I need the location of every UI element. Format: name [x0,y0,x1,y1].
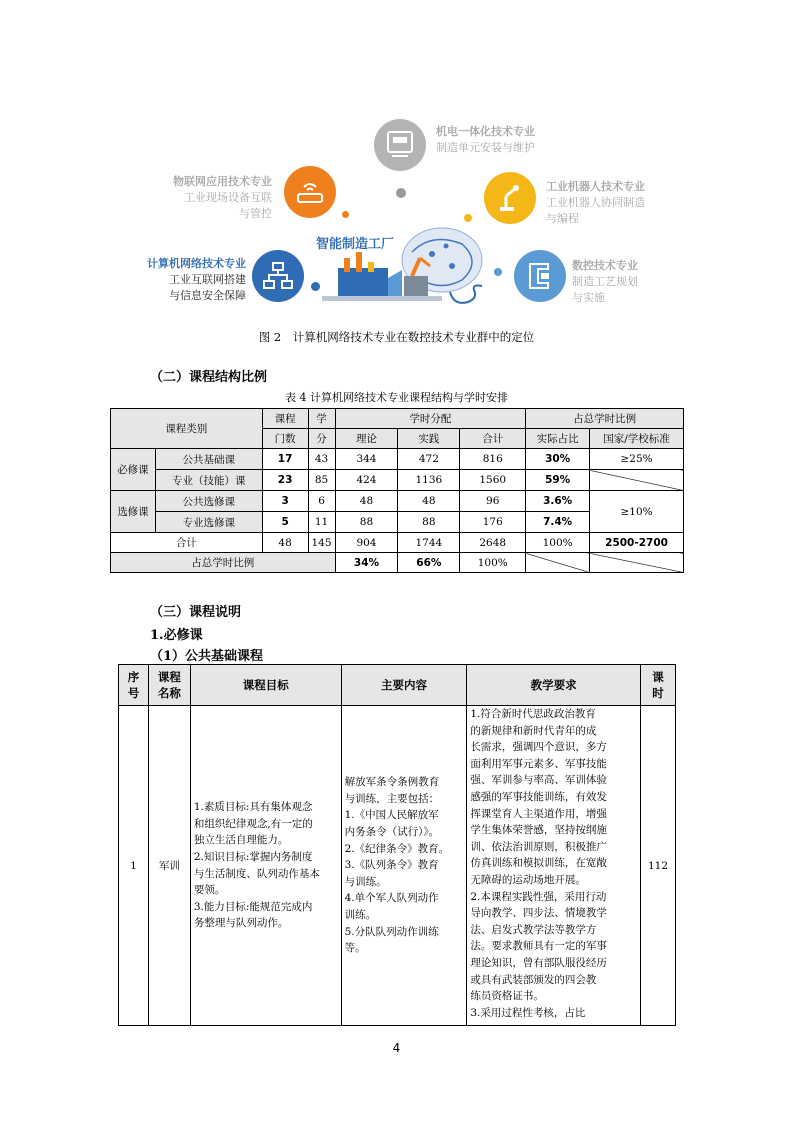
cnc-circle [514,250,566,302]
row-practice: 88 [398,512,460,533]
row-credit: 85 [308,470,335,491]
goal-line: 3.能力目标:能规范完成内 [193,900,313,913]
header-hours: 学时分配 [335,409,526,429]
row-theory: 88 [335,512,398,533]
public-courses-table [118,664,676,1026]
connector-dot [464,214,472,222]
content-line: 4.单个军人队列动作 [344,892,439,905]
subsection-heading: （1）公共基础课程 [150,649,264,664]
row-total: 1560 [460,470,526,491]
iot-title: 物联网应用技术专业 [173,175,272,188]
req-line: 2.本课程实践性强，采用行动 [470,890,607,903]
goal-line: 1.素质目标:具有集体观念 [193,801,313,814]
row-credit: 43 [308,449,335,470]
header-hours: 课 时 [641,665,676,706]
header-category: 课程类别 [111,409,263,449]
table-row [111,449,684,470]
goal-line: 独立生活自理能力。 [193,834,289,847]
header-requirements: 教学要求 [467,665,641,706]
mechatronics-title: 机电一体化技术专业 [436,125,535,138]
ratio-total: 100% [460,553,526,573]
content-line: 与训练，主要包括： [344,792,440,805]
header-theory: 理论 [335,429,398,449]
ratio-theory: 34% [335,553,398,573]
row-total: 96 [460,491,526,512]
std-elective: ≥10% [590,491,684,533]
header-practice: 实践 [398,429,460,449]
sum-count: 48 [262,533,308,553]
cnc-desc-line1: 制造工艺规划 [572,275,638,288]
robot-desc-line1: 工业机器人协同制造 [546,196,645,209]
header-goal: 课程目标 [190,665,341,706]
req-line: 仿真训练和模拟训练，在宽敞 [470,857,607,870]
header-ratio: 占总学时比例 [526,409,684,429]
content-line: 内务条令（试行）》。 [344,826,440,839]
req-line: 法。要求教师具有一定的军事 [470,940,607,953]
course-requirements [467,706,641,1026]
header-content: 主要内容 [341,665,467,706]
row-name: 专业（技能）课 [155,470,262,491]
figure-caption: 图 2 计算机网络技术专业在数控技术专业群中的定位 [258,330,535,344]
row-actual: 3.6% [526,491,590,512]
robot-circle [484,172,536,224]
group-required: 必修课 [111,449,156,491]
goal-line: 务整理与队列动作。 [193,917,289,930]
robot-desc-line2: 与编程 [546,212,579,225]
diagonal-cell [590,553,684,573]
header-credit-2: 分 [308,429,335,449]
row-name: 公共基础课 [155,449,262,470]
header-courses-1: 课程 [262,409,308,429]
iot-desc-line2: 与管控 [239,207,272,220]
content-line: 1.《中国人民解放军 [344,809,439,822]
header-name: 课程 名称 [148,665,190,706]
req-line: 导向教学、四步法、情境教学 [470,907,607,920]
subsection-heading: 1.必修课 [150,628,203,643]
req-line: 强、军训参与率高、军训体验 [470,774,607,787]
req-line: 无障碍的运动场地开展。 [470,873,586,886]
connector-dot [342,211,349,218]
row-count: 3 [262,491,308,512]
ratio-label: 占总学时比例 [111,553,336,573]
network-circle [252,250,304,302]
table-row [111,553,684,573]
course-no: 1 [119,706,149,1026]
row-actual: 7.4% [526,512,590,533]
std-required: ≥25% [590,449,684,470]
header-total: 合计 [460,429,526,449]
header-credit-1: 学 [308,409,335,429]
header-standard: 国家/学校标准 [590,429,684,449]
goal-line: 与生活制度、队列动作基本 [193,867,320,880]
table-row [111,491,684,512]
row-actual: 30% [526,449,590,470]
network-desc-line2: 与信息安全保障 [169,289,246,302]
sum-practice: 1744 [398,533,460,553]
header-courses-2: 门数 [262,429,308,449]
header-no: 序 号 [119,665,149,706]
course-structure-table [110,408,684,573]
row-credit: 6 [308,491,335,512]
goal-line: 2.知识目标:掌握内务制度 [193,850,313,863]
row-theory: 424 [335,470,398,491]
req-line: 法、启发式教学法等教学方 [470,923,597,936]
req-line: 理论知识，曾有部队服役经历 [470,956,607,969]
req-line: 挥课堂育人主渠道作用，增强 [470,807,607,820]
row-theory: 48 [335,491,398,512]
req-line: 3.采用过程性考核，占比 [470,1006,586,1019]
table-row [119,706,676,1026]
row-credit: 11 [308,512,335,533]
group-elective: 选修课 [111,491,156,533]
table-row [111,470,684,491]
req-line: 练员资格证书。 [470,990,544,1003]
row-practice: 48 [398,491,460,512]
content-line: 等。 [344,942,366,955]
router-icon [294,177,326,207]
row-theory: 344 [335,449,398,470]
table-caption: 表 4 计算机网络技术专业课程结构与学时安排 [285,391,508,404]
cnc-machine-icon [524,261,556,291]
content-line: 解放军条令条例教育 [344,776,440,789]
row-count: 17 [262,449,308,470]
sum-credit: 145 [308,533,335,553]
req-line: 1.符合新时代思政政治教育 [470,708,596,720]
goal-line: 和组织纪律观念,有一定的 [193,817,313,830]
ratio-practice: 66% [398,553,460,573]
content-line: 训练。 [344,908,377,921]
network-desc-line1: 工业互联网搭建 [169,273,246,286]
row-total: 816 [460,449,526,470]
row-count: 5 [262,512,308,533]
robot-arm-icon [494,182,526,214]
row-name: 公共选修课 [155,491,262,512]
row-practice: 472 [398,449,460,470]
network-topology-icon [262,261,294,291]
cnc-title: 数控技术专业 [572,259,638,272]
sum-total: 2648 [460,533,526,553]
sum-theory: 904 [335,533,398,553]
sum-actual: 100% [526,533,590,553]
content-line: 5.分队队列动作训练 [344,925,439,938]
page-number: 4 [392,1041,401,1055]
cnc-desc-line2: 与实施 [572,291,605,304]
row-practice: 1136 [398,470,460,491]
content-line: 2.《纪律条令》教育。 [344,842,450,855]
iot-circle [284,166,336,218]
center-title: 智能制造工厂 [316,237,395,252]
section-heading: （二）课程结构比例 [150,370,268,385]
req-line: 的新规律和新时代青年的成 [470,724,597,737]
req-line: 长需求，强调四个意识，多方 [470,741,607,754]
header-actual: 实际占比 [526,429,590,449]
machine-unit-icon [384,130,416,160]
req-line: 面利用军事元素多、军事技能 [470,757,607,770]
mechatronics-desc: 制造单元安装与维护 [436,141,535,154]
connector-dot [311,282,320,291]
row-actual: 59% [526,470,590,491]
req-line: 学生集体荣誉感，坚持按纲施 [470,824,607,837]
content-line: 3.《队列条令》教育 [344,859,439,872]
course-hours: 112 [641,706,676,1026]
req-line: 感强的军事技能训练，有效发 [470,790,607,803]
connector-dot [494,268,502,276]
mechatronics-circle [374,119,426,171]
network-title: 计算机网络技术专业 [147,257,246,270]
req-line: 训、依法治训原则，积极推广 [470,840,607,853]
section-heading: （三）课程说明 [150,605,242,620]
sum-label: 合计 [111,533,263,553]
goal-line: 要领。 [193,884,226,897]
req-line: 或具有武装部颁发的四会教 [470,973,597,986]
robot-title: 工业机器人技术专业 [546,180,645,193]
course-name: 军训 [148,706,190,1026]
iot-desc-line1: 工业现场设备互联 [184,191,272,204]
sum-standard: 2500-2700 [590,533,684,553]
diagonal-cell [590,470,684,491]
table-row [111,533,684,553]
row-name: 专业选修课 [155,512,262,533]
connector-dot [396,188,406,198]
row-count: 23 [262,470,308,491]
course-content [341,706,467,1026]
row-total: 176 [460,512,526,533]
diagonal-cell [526,553,590,573]
course-goal [190,706,341,1026]
content-line: 与训练。 [344,875,387,888]
